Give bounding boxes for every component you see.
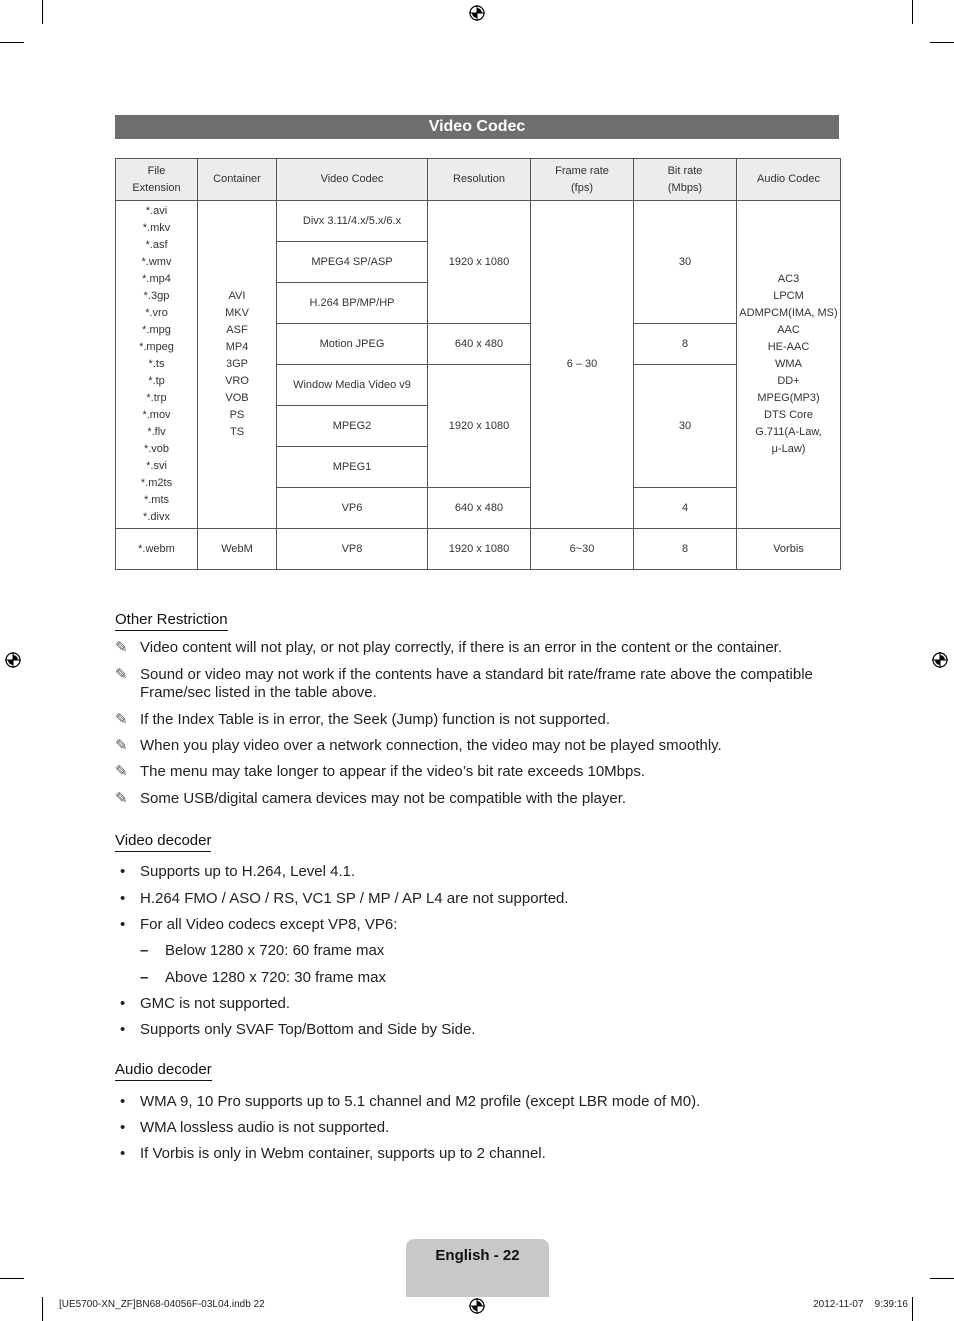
- page-number-tab: English - 22: [406, 1239, 549, 1297]
- webm-resolution-cell: 1920 x 1080: [428, 529, 531, 570]
- pencil-note-icon: ✎: [115, 711, 128, 728]
- video-codec-table: [115, 158, 841, 570]
- crop-mark: [912, 0, 913, 24]
- header-frame-rate: Frame rate (fps): [531, 159, 634, 201]
- header-file-extension: File Extension: [116, 159, 198, 201]
- codec-cell: MPEG4 SP/ASP: [277, 242, 428, 283]
- bullet-icon: •: [120, 1021, 126, 1038]
- bit-rate-cell: 30: [634, 201, 737, 324]
- codec-cell: Window Media Video v9: [277, 365, 428, 406]
- sub-list-item: – Below 1280 x 720: 60 frame max: [140, 942, 385, 959]
- registration-mark-icon: [468, 1297, 486, 1315]
- header-bit-rate: Bit rate (Mbps): [634, 159, 737, 201]
- list-item: ✎ Sound or video may not work if the contents have a standard bit rate/frame rate above the compatible Frame/sec listed in the table above.: [115, 666, 813, 701]
- list-item: • GMC is not supported.: [120, 995, 291, 1012]
- codec-cell: Motion JPEG: [277, 324, 428, 365]
- codec-cell: MPEG2: [277, 406, 428, 447]
- list-item: • Supports only SVAF Top/Bottom and Side by Side.: [120, 1021, 476, 1038]
- audio-codecs-cell: AC3 LPCM ADMPCM(IMA, MS) AAC HE-AAC WMA DD+ MPEG(MP3) DTS Core G.711(A-Law, μ-Law): [737, 201, 841, 529]
- resolution-cell: 1920 x 1080: [428, 365, 531, 488]
- list-item: • For all Video codecs except VP8, VP6:: [120, 916, 398, 933]
- header-resolution: Resolution: [428, 159, 531, 201]
- list-item: ✎ Video content will not play, or not play correctly, if there is an error in the content or the container.: [115, 639, 783, 656]
- bullet-icon: •: [120, 1119, 126, 1136]
- bullet-icon: •: [120, 1145, 126, 1162]
- header-video-codec: Video Codec: [277, 159, 428, 201]
- list-item: • WMA lossless audio is not supported.: [120, 1119, 390, 1136]
- header-audio-codec: Audio Codec: [737, 159, 841, 201]
- crop-mark: [0, 42, 24, 43]
- registration-mark-icon: [468, 4, 486, 22]
- list-item: ✎ The menu may take longer to appear if the video’s bit rate exceeds 10Mbps.: [115, 763, 646, 780]
- list-item: ✎ If the Index Table is in error, the Seek (Jump) function is not supported.: [115, 711, 610, 728]
- list-item: ✎ When you play video over a network connection, the video may not be played smoothly.: [115, 737, 722, 754]
- webm-frame-rate-cell: 6~30: [531, 529, 634, 570]
- bit-rate-cell: 8: [634, 324, 737, 365]
- section-title: Video Codec: [115, 115, 839, 139]
- audio-decoder-heading: Audio decoder: [115, 1061, 212, 1081]
- video-decoder-heading: Video decoder: [115, 832, 211, 852]
- webm-codec-cell: VP8: [277, 529, 428, 570]
- codec-cell: VP6: [277, 488, 428, 529]
- crop-mark: [930, 1278, 954, 1279]
- bullet-icon: •: [120, 863, 126, 880]
- crop-mark: [42, 0, 43, 24]
- crop-mark: [42, 1297, 43, 1321]
- codec-cell: H.264 BP/MP/HP: [277, 283, 428, 324]
- containers-cell: AVI MKV ASF MP4 3GP VRO VOB PS TS: [198, 201, 277, 529]
- list-item: • If Vorbis is only in Webm container, supports up to 2 channel.: [120, 1145, 546, 1162]
- resolution-cell: 640 x 480: [428, 324, 531, 365]
- webm-bit-rate-cell: 8: [634, 529, 737, 570]
- frame-rate-cell: 6 – 30: [531, 201, 634, 529]
- bit-rate-cell: 4: [634, 488, 737, 529]
- pencil-note-icon: ✎: [115, 763, 128, 780]
- header-container: Container: [198, 159, 277, 201]
- codec-cell: MPEG1: [277, 447, 428, 488]
- bullet-icon: •: [120, 890, 126, 907]
- pencil-note-icon: ✎: [115, 639, 128, 656]
- webm-extension-cell: *.webm: [116, 529, 198, 570]
- dash-icon: –: [140, 969, 149, 986]
- sub-list-item: – Above 1280 x 720: 30 frame max: [140, 969, 386, 986]
- crop-mark: [912, 1297, 913, 1321]
- bit-rate-cell: 30: [634, 365, 737, 488]
- bullet-icon: •: [120, 1093, 126, 1110]
- webm-container-cell: WebM: [198, 529, 277, 570]
- registration-mark-icon: [4, 651, 22, 669]
- resolution-cell: 640 x 480: [428, 488, 531, 529]
- footer-file-info: [UE5700-XN_ZF]BN68-04056F-03L04.indb 22: [59, 1299, 265, 1310]
- crop-mark: [0, 1278, 24, 1279]
- webm-audio-codec-cell: Vorbis: [737, 529, 841, 570]
- other-restriction-heading: Other Restriction: [115, 611, 228, 631]
- table-header-row: [116, 159, 841, 201]
- codec-cell: Divx 3.11/4.x/5.x/6.x: [277, 201, 428, 242]
- crop-mark: [930, 42, 954, 43]
- pencil-note-icon: ✎: [115, 790, 128, 807]
- pencil-note-icon: ✎: [115, 737, 128, 754]
- extensions-cell: *.avi *.mkv *.asf *.wmv *.mp4 *.3gp *.vro *.mpg *.mpeg *.ts *.tp *.trp *.mov *.flv *.vob *.svi *.m2ts *.mts *.divx: [116, 201, 198, 529]
- registration-mark-icon: [931, 651, 949, 669]
- bullet-icon: •: [120, 916, 126, 933]
- list-item: • Supports up to H.264, Level 4.1.: [120, 863, 356, 880]
- resolution-cell: 1920 x 1080: [428, 201, 531, 324]
- list-item: ✎ Some USB/digital camera devices may not be compatible with the player.: [115, 790, 627, 807]
- list-item: • WMA 9, 10 Pro supports up to 5.1 channel and M2 profile (except LBR mode of M0).: [120, 1093, 701, 1110]
- pencil-note-icon: ✎: [115, 666, 128, 683]
- table-row: [116, 201, 841, 242]
- footer-timestamp: 2012-11-07 9:39:16: [813, 1299, 908, 1310]
- table-row-webm: [116, 529, 841, 570]
- dash-icon: –: [140, 942, 149, 959]
- list-item: • H.264 FMO / ASO / RS, VC1 SP / MP / AP L4 are not supported.: [120, 890, 569, 907]
- bullet-icon: •: [120, 995, 126, 1012]
